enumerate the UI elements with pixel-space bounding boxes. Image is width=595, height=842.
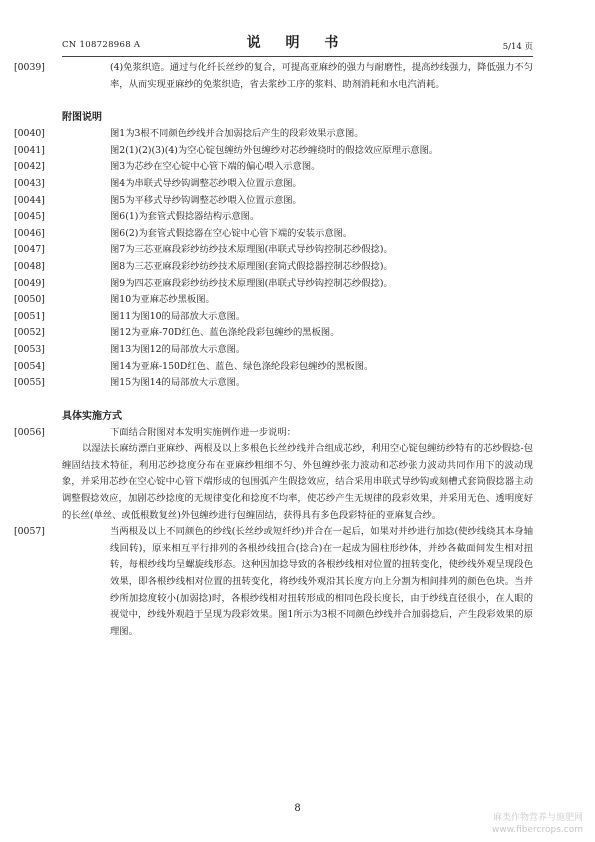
figure-item	[14, 259, 533, 276]
figure-caption: 图2(1)(2)(3)(4)为空心锭包缠纺外包缠纱对芯纱缠绕时的假捻效应原理示意图。	[110, 144, 439, 156]
paragraph-number: [0042]	[14, 161, 45, 173]
watermark-url: www.fibercrops.com	[492, 825, 583, 835]
paragraph-number: [0043]	[14, 177, 45, 189]
paragraph-number: [0039]	[14, 62, 45, 73]
watermark-site-name: 麻类作物营养与施肥网	[492, 813, 583, 823]
figure-item	[14, 143, 533, 160]
figure-item	[14, 375, 533, 392]
paragraph-number: [0055]	[14, 377, 45, 389]
figure-caption: 图14为亚麻-150D红色、蓝色、绿色涤纶段彩包缠纱的黑板图。	[110, 360, 374, 372]
paragraph-number: [0046]	[14, 227, 45, 239]
figure-item	[14, 276, 533, 293]
paragraph-0039	[14, 60, 533, 93]
paragraph-number: [0041]	[14, 144, 45, 156]
figure-caption: 图4为串联式导纱钩调整芯纱喂入位置示意图。	[110, 177, 302, 189]
paragraph-number: [0057]	[14, 526, 45, 538]
paragraph-number: [0044]	[14, 194, 45, 206]
paragraph-number: [0047]	[14, 244, 45, 256]
figure-caption: 图9为四芯亚麻段彩纱纺纱技术原理图(串联式导纱钩控制芯纱假捻)。	[110, 277, 393, 289]
section-heading-figures: 附图说明	[62, 112, 102, 124]
paragraph-number: [0050]	[14, 294, 45, 306]
figure-caption: 图5为平移式导纱钩调整芯纱喂入位置示意图。	[110, 194, 302, 206]
figure-item	[14, 209, 533, 226]
header-divider	[62, 56, 533, 57]
figure-item	[14, 226, 533, 243]
paragraph-number: [0054]	[14, 360, 45, 372]
figure-item	[14, 325, 533, 342]
document-body	[14, 60, 533, 640]
site-watermark	[492, 812, 583, 836]
figure-item	[14, 126, 533, 143]
paragraph-text: (4)免浆织造。通过与化纤长丝纱的复合，可提高亚麻纱的强力与耐磨性，提高纱线强力，降低强力不匀率，从而实现亚麻纱的免浆织造，省去浆纱工序的浆料、助剂消耗和水电汽消耗。	[110, 62, 533, 90]
section-heading-implementation: 具体实施方式	[62, 410, 122, 422]
figure-caption: 图12为亚麻-70D红色、蓝色涤纶段彩包缠纱的黑板图。	[110, 327, 340, 339]
figure-caption: 图3为芯纱在空心锭中心管下端的偏心喂入示意图。	[110, 161, 321, 173]
figure-item	[14, 242, 533, 259]
paragraph-number: [0053]	[14, 343, 45, 355]
figure-item	[14, 359, 533, 376]
figure-caption: 图7为三芯亚麻段彩纱纺纱技术原理图(串联式导纱钩控制芯纱假捻)。	[110, 244, 393, 256]
paragraph-text: 下面结合附图对本发明实施例作进一步说明：	[110, 426, 296, 438]
figure-caption: 图6(2)为套管式假捻器在空心锭中心管下端的安装示意图。	[110, 227, 353, 239]
figure-item	[14, 309, 533, 326]
page-number: 8	[294, 803, 301, 814]
paragraph-number: [0051]	[14, 310, 45, 322]
figure-item	[14, 193, 533, 210]
figure-item	[14, 342, 533, 359]
page-header	[62, 32, 533, 54]
figure-caption: 图8为三芯亚麻段彩纱纺纱技术原理图(套筒式假捻器控制芯纱假捻)。	[110, 260, 393, 272]
figure-caption: 图11为图10的局部放大示意图。	[110, 310, 246, 322]
figure-item	[14, 159, 533, 176]
figure-caption: 图1为3根不同颜色纱线并合加弱捻后产生的段彩效果示意图。	[110, 128, 364, 140]
paragraph-0056-body: 以湿法长麻纺漂白亚麻纱、两根及以上多根色长丝纱线并合组成芯纱，利用空心锭包缠纺纱特有的芯纱假捻-包缠固结技术特征，利用芯纱捻度分布在亚麻纱粗细不匀、外包缠纱张力波动和芯纱张力波动共同作用下的波动现象，并采用芯纱在空心锭中心管下端形成的包围弧产生假捻效应，结合采用串联式导纱钩或刻槽式套筒假捻器主动调整假捻效应，加剧芯纱捻度的无规律变化和捻度不均率，使芯纱产生无规律的段彩效果，并采用无色、透明度好的长丝(单丝、或低根数复丝)外包缠纱进行包缠固结，获得具有多色段彩特征的亚麻复合纱。	[62, 443, 533, 521]
figure-caption: 图10为亚麻芯纱黑板图。	[110, 294, 215, 306]
paragraph-number: [0056]	[14, 426, 45, 438]
figure-caption: 图15为图14的局部放大示意图。	[110, 377, 246, 389]
figure-item	[14, 176, 533, 193]
paragraph-number: [0045]	[14, 211, 45, 223]
figure-item	[14, 292, 533, 309]
paragraph-0057	[14, 524, 533, 640]
publication-number: CN 108728968 A	[62, 40, 141, 50]
page-of-total: 5/14 页	[502, 42, 533, 52]
paragraph-number: [0052]	[14, 327, 45, 339]
paragraph-text: 当两根及以上不同颜色的纱线(长丝纱或短纤纱)并合在一起后，如果对并纱进行加捻(使纱线绕其本身轴线回转)，原来相互平行排列的各根纱线扭合(捻合)在一起成为圆柱形纱体，并纱各截面间发生相对扭转，每根纱线均呈螺旋线形态。这种因加捻导致的各根纱线相对位置的扭转变化，使纱线外观呈现段色效果，即各根纱线相对位置的扭转变化，将纱线外观沿其长度方向上分割为相间排列的颜色色块。当并纱所加捻度较小(加弱捻)时，各根纱线相对扭转形成的相同色段长度长，由于纱线直径很小，在人眼的视觉中，纱线外观趋于呈现为段彩效果。图1所示为3根不同颜色纱线并合加弱捻后，产生段彩效果的原理图。	[110, 526, 533, 637]
figure-caption: 图13为图12的局部放大示意图。	[110, 343, 246, 355]
paragraph-number: [0049]	[14, 277, 45, 289]
paragraph-number: [0040]	[14, 128, 45, 140]
document-type-title: 说 明 书	[246, 35, 349, 51]
paragraph-number: [0048]	[14, 260, 45, 272]
paragraph-0056	[14, 425, 533, 442]
figure-caption: 图6(1)为套管式假捻器结构示意图。	[110, 211, 260, 223]
